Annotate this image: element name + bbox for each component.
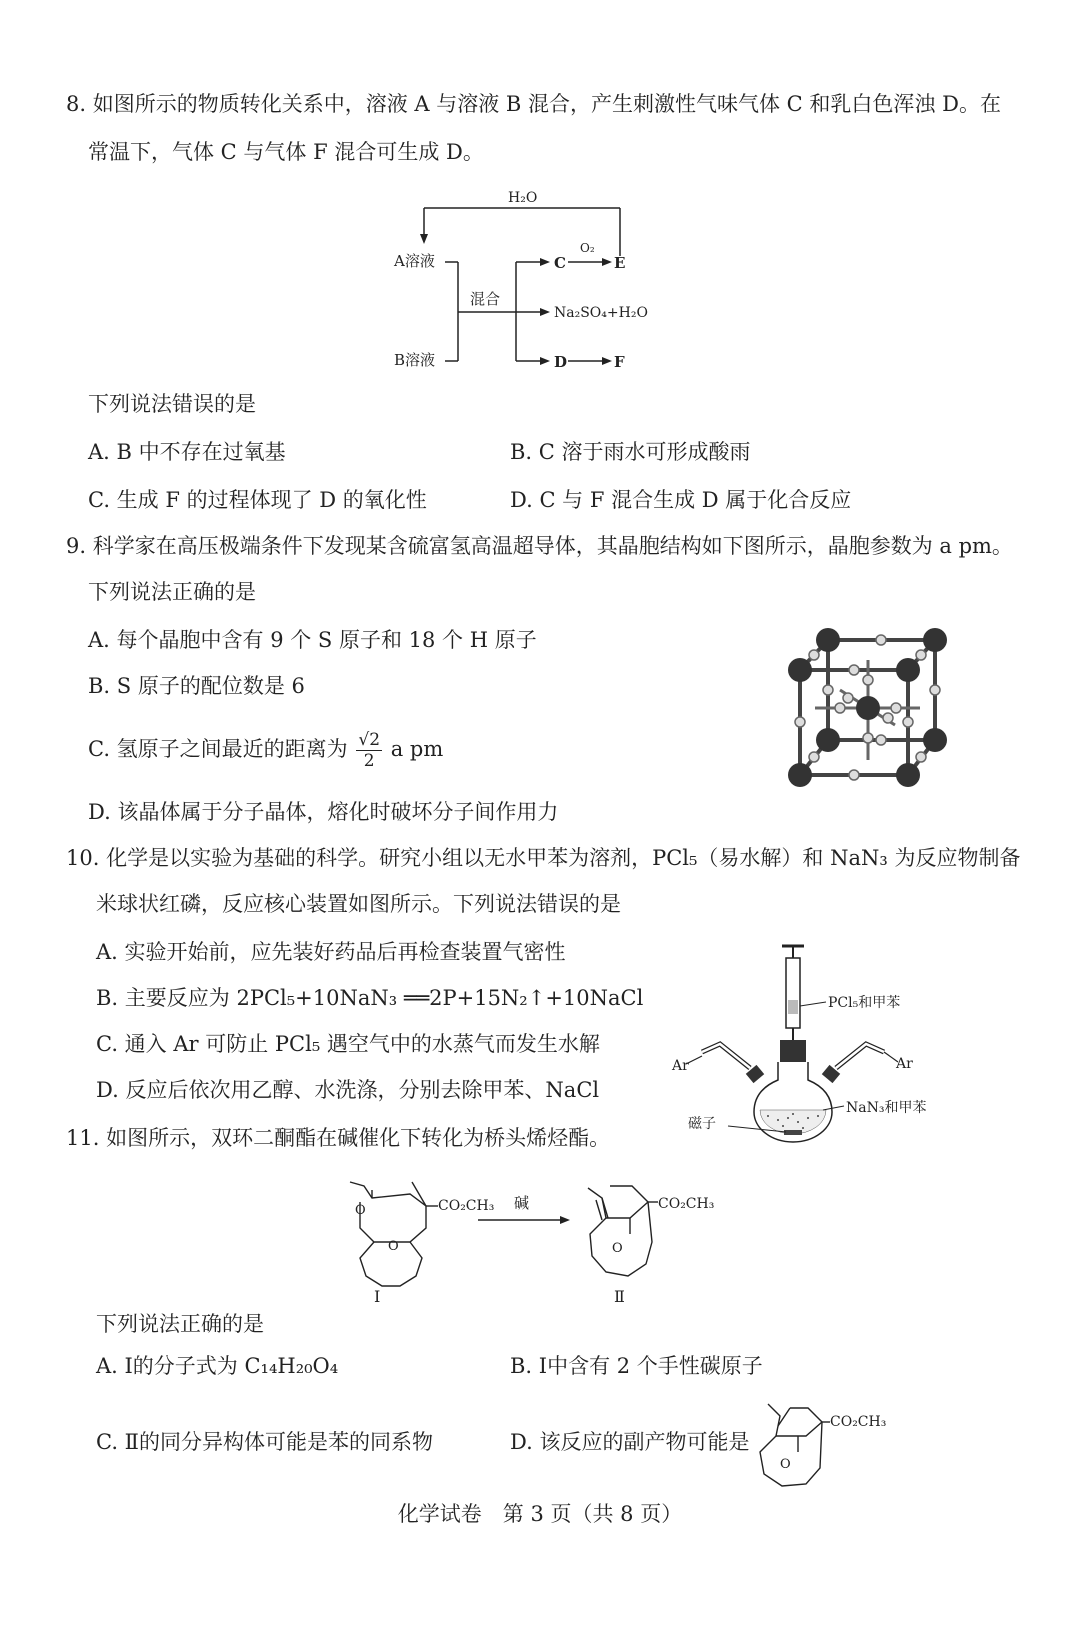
q8-line1: 8. 如图所示的物质转化关系中，溶液 A 与溶液 B 混合，产生刺激性气味气体 C 和乳白色浑浊 D。在	[66, 92, 1001, 116]
q11-stem: 下列说法正确的是	[96, 1312, 264, 1336]
crystal-cell-diagram	[780, 620, 980, 800]
q10-line1: 10. 化学是以实验为基础的科学。研究小组以无水甲苯为溶剂，PCl₅（易水解）和 NaN₃ 为反应物制备	[66, 846, 1021, 870]
fraction-denominator: 2	[363, 751, 375, 771]
b-solution-label: B溶液	[394, 351, 436, 369]
q10-option-b: B. 主要反应为 2PCl₅+10NaN₃ ══2P+15N₂↑+10NaCl	[96, 986, 644, 1010]
q9-option-b: B. S 原子的配位数是 6	[88, 674, 305, 698]
oxygen-label: O	[780, 1457, 791, 1472]
flask-label: NaN₃和甲苯	[846, 1100, 927, 1116]
reaction-apparatus-diagram	[668, 940, 968, 1150]
oxygen-label: O	[612, 1241, 623, 1256]
fraction	[356, 730, 382, 771]
q10-option-a: A. 实验开始前，应先装好药品后再检查装置气密性	[96, 940, 566, 964]
e-label: E	[614, 254, 626, 272]
mix-label: 混合	[470, 290, 501, 308]
q8-option-b: B. C 溶于雨水可形成酸雨	[510, 440, 751, 464]
ester-label: CO₂CH₃	[438, 1198, 495, 1214]
q10-option-d: D. 反应后依次用乙醇、水洗涤，分别去除甲苯、NaCl	[96, 1078, 600, 1102]
reaction-scheme	[330, 1172, 750, 1306]
q9-line1: 9. 科学家在高压极端条件下发现某含硫富氢高温超导体，其晶胞结构如下图所示，晶胞参数为 a pm。	[66, 534, 1013, 558]
q10-line2: 米球状红磷，反应核心装置如图所示。下列说法错误的是	[96, 892, 621, 916]
q8-reaction-diagram	[390, 180, 710, 380]
q9-option-c-unit: a pm	[390, 737, 444, 761]
ar-out-label: Ar	[896, 1056, 913, 1072]
q11-option-a: A. Ⅰ的分子式为 C₁₄H₂₀O₄	[96, 1354, 339, 1378]
byproduct-structure	[750, 1400, 890, 1490]
q10-option-c: C. 通入 Ar 可防止 PCl₅ 遇空气中的水蒸气而发生水解	[96, 1032, 600, 1056]
q11-option-d: D. 该反应的副产物可能是	[510, 1430, 750, 1454]
oxygen-label: O	[388, 1239, 399, 1254]
q9-option-c	[88, 730, 443, 771]
syringe-label: PCl₅和甲苯	[828, 995, 901, 1011]
oxygen-label: O	[355, 1203, 366, 1218]
h2o-label: H₂O	[508, 190, 538, 206]
q8-option-c: C. 生成 F 的过程体现了 D 的氧化性	[88, 488, 427, 512]
q11-line1: 11. 如图所示，双环二酮酯在碱催化下转化为桥头烯烃酯。	[66, 1126, 611, 1150]
c-label: C	[554, 254, 566, 272]
q8-stem: 下列说法错误的是	[88, 392, 256, 416]
q9-option-c-text: C. 氢原子之间最近的距离为	[88, 737, 348, 761]
ester-label: CO₂CH₃	[830, 1414, 887, 1430]
d-label: D	[554, 353, 568, 371]
q8-option-a: A. B 中不存在过氧基	[88, 440, 286, 464]
stir-bar-label: 磁子	[688, 1116, 716, 1132]
a-solution-label: A溶液	[394, 252, 435, 270]
q9-option-d: D. 该晶体属于分子晶体，熔化时破坏分子间作用力	[88, 800, 559, 824]
q11-option-b: B. Ⅰ中含有 2 个手性碳原子	[510, 1354, 763, 1378]
fraction-numerator: √2	[358, 730, 381, 750]
q8-line2: 常温下，气体 C 与气体 F 混合可生成 D。	[88, 140, 484, 164]
ar-in-label: Ar	[672, 1058, 689, 1074]
page-footer: 化学试卷 第 3 页（共 8 页）	[397, 1502, 683, 1526]
ester-label: CO₂CH₃	[658, 1196, 715, 1212]
q11-option-c: C. Ⅱ的同分异构体可能是苯的同系物	[96, 1430, 433, 1454]
f-label: F	[614, 353, 625, 371]
compound-1-label: Ⅰ	[374, 1287, 381, 1306]
compound-2-label: Ⅱ	[614, 1287, 625, 1306]
base-label: 碱	[514, 1194, 530, 1212]
q9-stem: 下列说法正确的是	[88, 580, 256, 604]
q8-option-d: D. C 与 F 混合生成 D 属于化合反应	[510, 488, 852, 512]
na2so4-label: Na₂SO₄+H₂O	[554, 305, 648, 321]
q9-option-a: A. 每个晶胞中含有 9 个 S 原子和 18 个 H 原子	[88, 628, 537, 652]
o2-label: O₂	[580, 241, 595, 255]
